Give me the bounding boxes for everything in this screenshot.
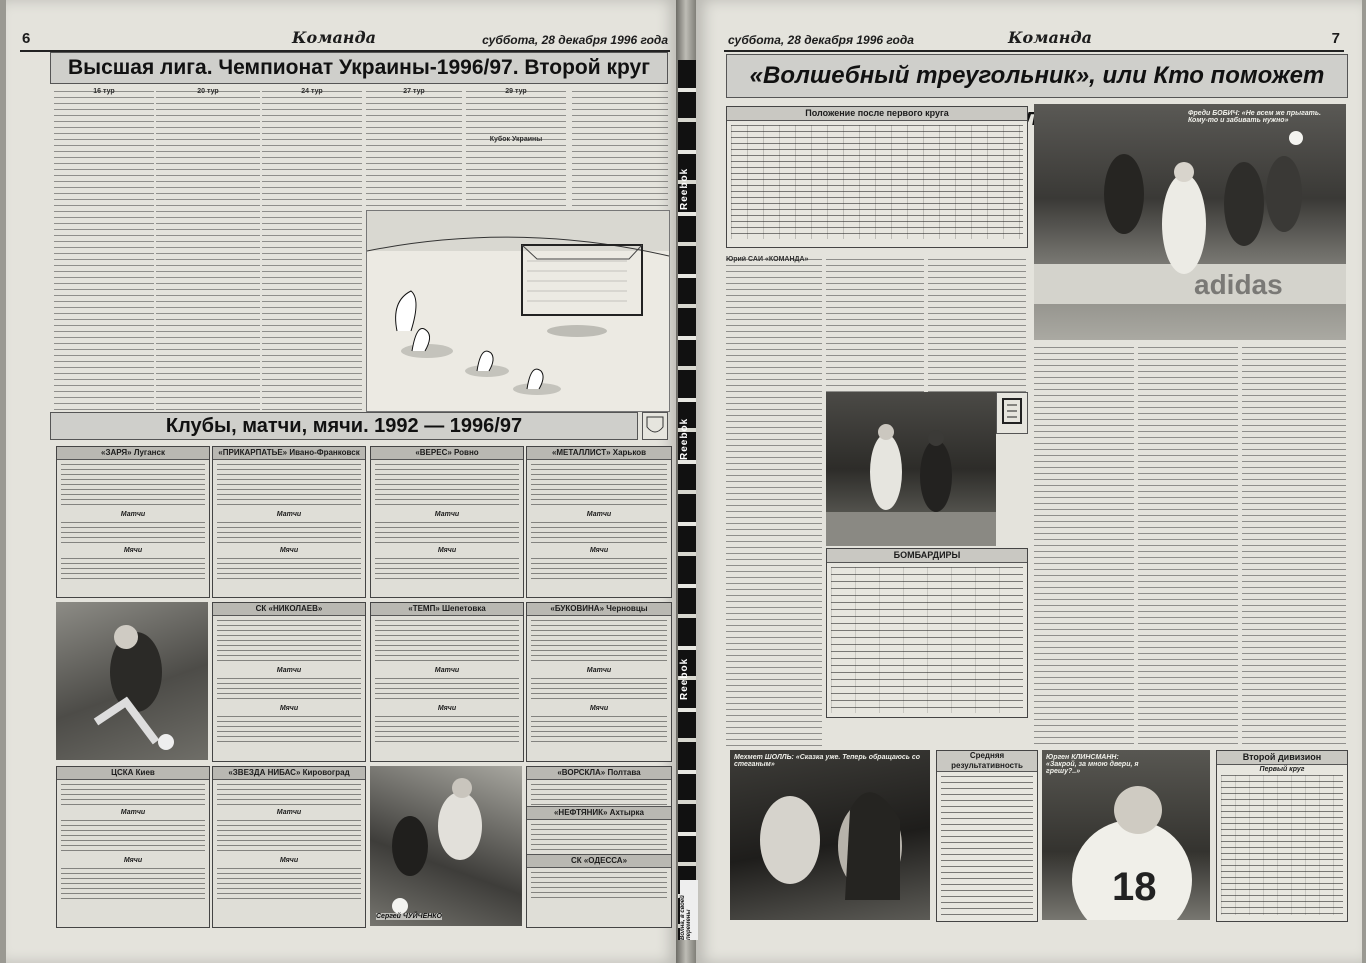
standings-table (726, 106, 1028, 248)
efficiency-table (936, 750, 1038, 922)
photo-klinsmann (1042, 750, 1210, 920)
goals-label: Мячи (279, 705, 299, 712)
svg-text:adidas: adidas (1194, 269, 1283, 300)
strip-text: Reebok (679, 167, 690, 210)
article-column-2 (826, 256, 924, 394)
club-table-title: ЦСКА Киев (57, 767, 209, 780)
article-column-4 (1034, 344, 1134, 746)
photo-credit: Сергей ЧУЙЧЕНКО (376, 913, 442, 920)
schedule-column-2 (156, 88, 260, 410)
headline-clubs: Клубы, матчи, мячи. 1992 — 1996/97 (50, 412, 638, 440)
photo-bobic (1034, 104, 1346, 340)
article-column-3 (928, 256, 1026, 394)
club-table-title: «ВЕРЕС» Ровно (371, 447, 523, 460)
round-label: 27 тур (403, 88, 425, 95)
round-label: 24 тур (301, 88, 323, 95)
round-label: 20 тур (197, 88, 219, 95)
article-column-1 (726, 256, 822, 746)
schedule-column-1 (54, 88, 154, 410)
matches-label: Матчи (276, 809, 302, 816)
club-table-title: «БУКОВИНА» Черновцы (527, 603, 671, 616)
goals-label: Мячи (437, 705, 457, 712)
second-division-subtitle: Первый круг (1259, 766, 1305, 773)
goals-label: Мячи (123, 857, 143, 864)
left-page-header (20, 28, 670, 52)
photo-caption: Фреди БОБИЧ: «Не всем же прыгать. Кому-то и забивать нужно» (1188, 110, 1321, 124)
article-author: Юрий САЙ «КОМАНДА» (726, 256, 809, 263)
issue-date: суббота, 28 декабря 1996 года (482, 33, 668, 47)
matches-label: Матчи (434, 511, 460, 518)
newspaper-logo: Команда (1008, 28, 1092, 47)
club-table-title: «ЗВЕЗДА НИБАС» Кировоград (213, 767, 365, 780)
scorers-title: БОМБАРДИРЫ (827, 549, 1027, 563)
headline-schedule: Высшая лига. Чемпионат Украины-1996/97. Второй круг (50, 52, 668, 84)
club-table (370, 446, 524, 598)
club-table-title: «НЕФТЯНИК» Ахтырка (527, 806, 671, 820)
club-table-title: «ВОРСКЛА» Полтава (527, 767, 671, 780)
matches-label: Матчи (434, 667, 460, 674)
goals-label: Мячи (279, 857, 299, 864)
club-table (212, 446, 366, 598)
club-table (56, 446, 210, 598)
scorers-table (826, 548, 1028, 718)
page-number: 7 (1331, 30, 1340, 47)
club-table-title: СК «НИКОЛАЕВ» (213, 603, 365, 616)
club-table-stack (526, 766, 672, 928)
photo-scholl (730, 750, 930, 920)
club-table-title: «ЗАРЯ» Луганск (57, 447, 209, 460)
left-newspaper-page (6, 0, 678, 963)
headline-article: «Волшебный треугольник», или Кто поможет (726, 54, 1348, 98)
match-photo (370, 766, 522, 926)
right-page-header (724, 28, 1344, 52)
photo-caption: Мехмет ШОЛЛЬ: «Сказка уже. Теперь обращаюсь со стеганым» (734, 754, 921, 768)
schedule-column-4 (366, 88, 462, 206)
goals-label: Мячи (279, 547, 299, 554)
dfb-logo-icon (996, 392, 1028, 434)
club-table (526, 446, 672, 598)
schedule-column-6 (572, 88, 668, 206)
club-table (370, 602, 524, 762)
strip-text: Reebok (679, 657, 690, 700)
matches-label: Матчи (120, 809, 146, 816)
club-table-title: «МЕТАЛЛИСТ» Харьков (527, 447, 671, 460)
photo-german-team (826, 392, 996, 546)
issue-date: суббота, 28 декабря 1996 года (728, 33, 914, 47)
goals-label: Мячи (437, 547, 457, 554)
matches-label: Матчи (276, 667, 302, 674)
strip-text: Reebok (679, 417, 690, 460)
emblem-icon (642, 412, 668, 440)
standings-title: Положение после первого круга (727, 107, 1027, 121)
goals-label: Мячи (589, 547, 609, 554)
schedule-column-5 (466, 88, 566, 206)
matches-label: Матчи (586, 511, 612, 518)
club-table-title: «ТЕМП» Шепетовка (371, 603, 523, 616)
match-photo (56, 602, 208, 760)
matches-label: Матчи (586, 667, 612, 674)
round-label: 16 тур (93, 88, 115, 95)
newspaper-logo: Команда (292, 28, 376, 47)
article-column-6 (1242, 344, 1346, 746)
efficiency-title: Средняя результативность (937, 751, 1037, 772)
club-table (212, 602, 366, 762)
club-table (212, 766, 366, 928)
schedule-column-3 (262, 88, 362, 410)
matches-label: Матчи (276, 511, 302, 518)
club-table-title: «ПРИКАРПАТЬЕ» Ивано-Франковск (213, 447, 365, 460)
second-division-table (1216, 750, 1348, 922)
club-table-title: СК «ОДЕССА» (527, 854, 671, 868)
goals-label: Мячи (123, 547, 143, 554)
photo-caption: Юрген КЛИНСМАНН: «Закрой, за мною двери, я грешу?..» (1046, 754, 1139, 775)
strip-bottom-text: Волна, в своей перемены (680, 880, 698, 940)
second-division-title: Второй дивизион (1217, 751, 1347, 765)
matches-label: Матчи (120, 511, 146, 518)
round-label: 29 тур (505, 88, 527, 95)
club-table (526, 602, 672, 762)
cup-title: Кубок Украины (489, 136, 543, 143)
goals-label: Мячи (589, 705, 609, 712)
club-table (56, 766, 210, 928)
svg-text:18: 18 (1112, 865, 1157, 909)
cartoon-illustration (366, 210, 670, 412)
right-newspaper-page (696, 0, 1362, 963)
page-number: 6 (22, 30, 31, 47)
article-column-5 (1138, 344, 1238, 746)
